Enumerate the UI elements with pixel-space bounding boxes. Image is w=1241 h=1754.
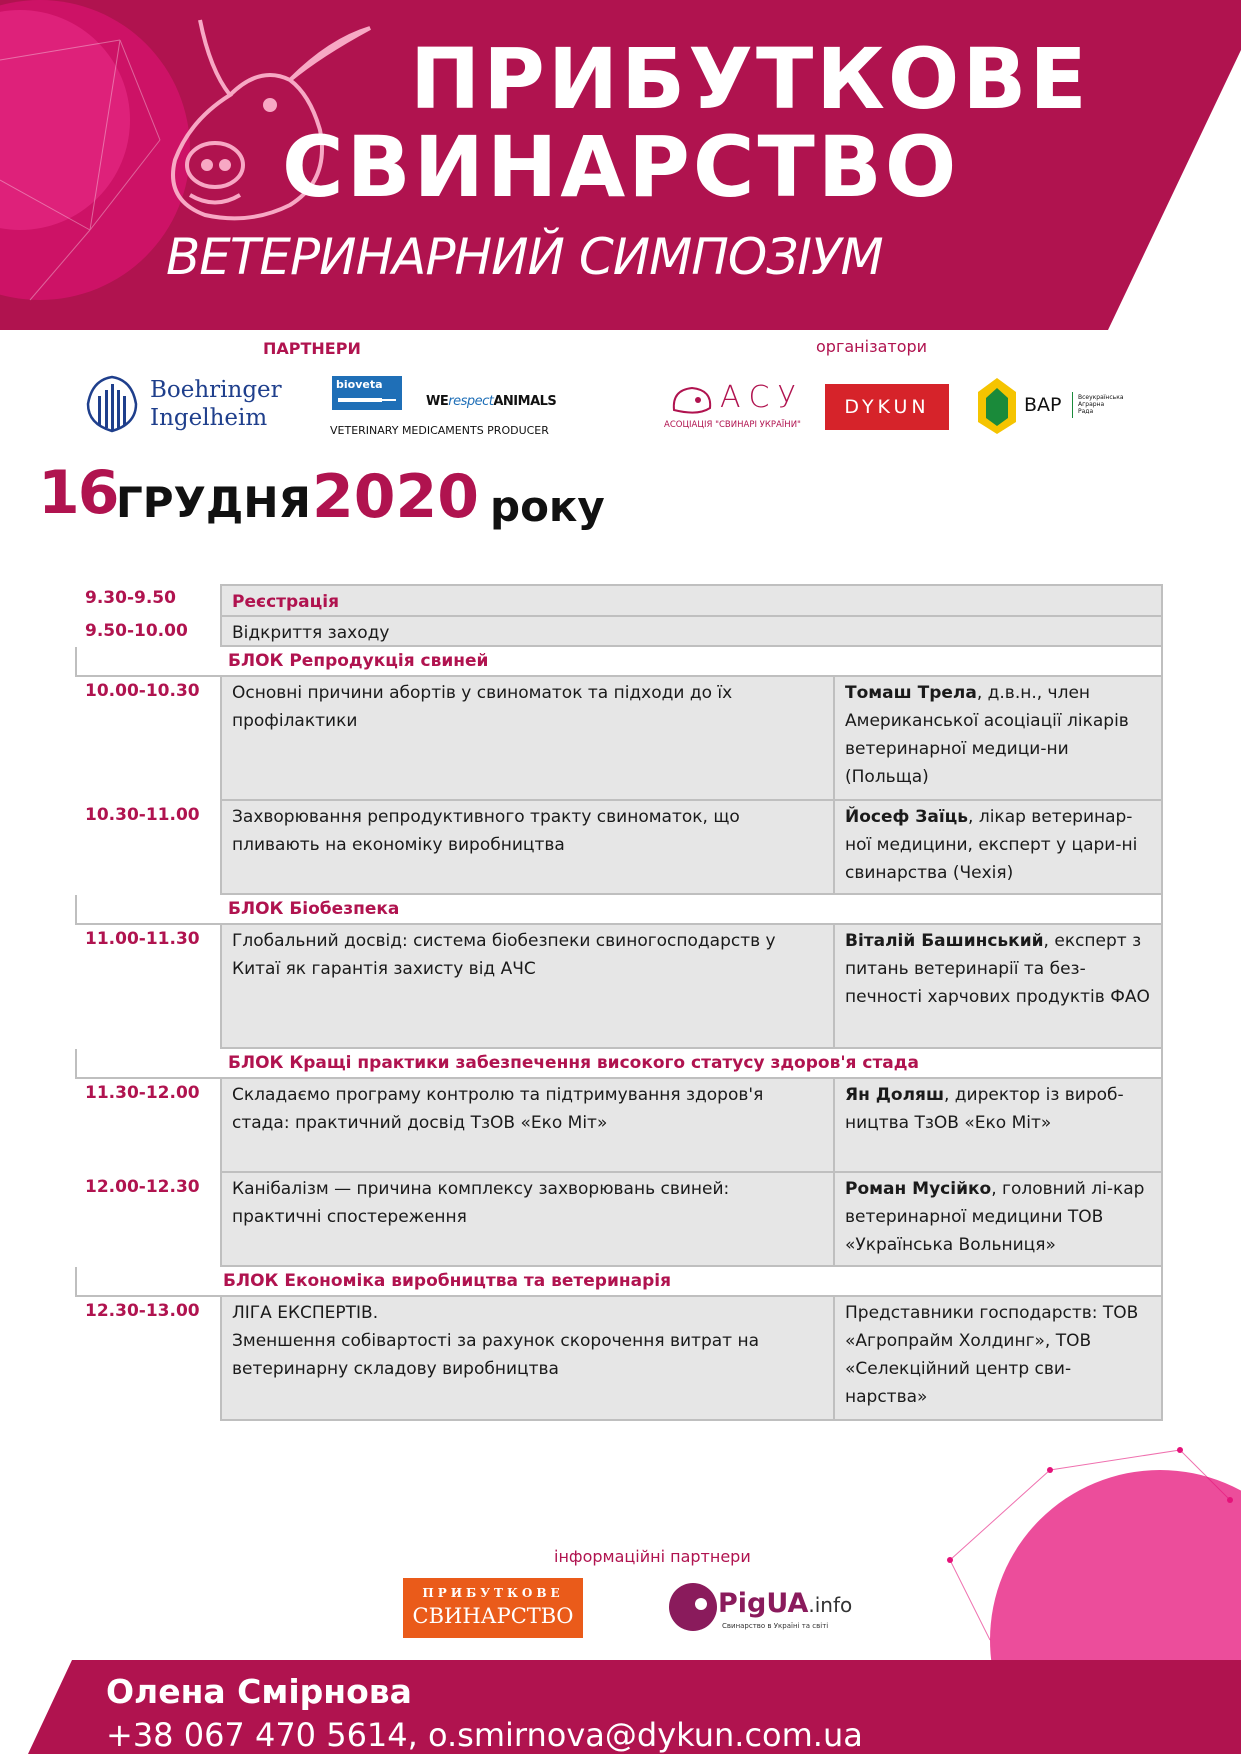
- contact-info: +38 067 470 5614, o.smirnova@dykun.com.ua: [106, 1716, 863, 1754]
- pributkove-logo: [403, 1578, 583, 1638]
- program-time: 10.00-10.30: [85, 681, 200, 701]
- date-year: 2020: [312, 462, 479, 532]
- asu-name: АСУ: [720, 380, 804, 415]
- program-block-title: БЛОК Біобезпека: [75, 895, 1163, 925]
- program-topic: Захворювання репродуктивного тракту свиноматок, що пливають на економіку виробництва: [220, 801, 835, 895]
- var-logo: [978, 376, 1124, 436]
- program-topic: Реєстрація: [220, 584, 1163, 617]
- bioveta-badge: [332, 376, 402, 410]
- program-block-row: [75, 1049, 1163, 1079]
- organizers-label: організатори: [816, 337, 928, 356]
- date-word: року: [490, 482, 605, 531]
- var-trident-icon: [978, 378, 1016, 434]
- program-time: 9.50-10.00: [85, 621, 188, 641]
- date-month: ГРУДНЯ: [116, 478, 311, 527]
- pributkove-logo-line2: СВИНАРСТВО: [412, 1604, 574, 1628]
- program-topic: ЛІГА ЕКСПЕРТІВ. Зменшення собівартості за рахунок скорочення витрат на ветеринарну складову виробництва: [220, 1297, 835, 1421]
- pributkove-logo-line1: ПРИБУТКОВЕ: [422, 1586, 564, 1600]
- program-time: 12.00-12.30: [85, 1177, 200, 1197]
- program-topic: Складаємо програму контролю та підтримування здоров'я стада: практичний досвід ТзОВ «Еко Міт»: [220, 1079, 835, 1173]
- program-block-row: [75, 1267, 1163, 1297]
- dykun-name: DYKUN: [844, 396, 930, 418]
- speaker-name: Роман Мусійко: [845, 1179, 992, 1199]
- program-speaker: [835, 1297, 1163, 1421]
- header-title-line1: ПРИБУТКОВЕ: [410, 30, 1090, 128]
- speaker-info: , експерт з питань ветеринарії та без-печності харчових продуктів ФАО: [845, 931, 1150, 1007]
- dykun-logo: [825, 384, 949, 430]
- header-subtitle: ВЕТЕРИНАРНИЙ СИМПОЗІУМ: [166, 228, 883, 286]
- program-time: 12.30-13.00: [85, 1301, 200, 1321]
- header-banner: [0, 0, 1241, 330]
- boehringer-icon: [84, 374, 140, 434]
- program-topic: Канібалізм — причина комплексу захворювань свиней: практичні спостереження: [220, 1173, 835, 1267]
- speaker-name: Віталій Башинський: [845, 931, 1044, 951]
- asu-pig-icon: [668, 380, 718, 420]
- program-row: [75, 1173, 1163, 1267]
- asu-caption: АСОЦІАЦІЯ "СВИНАРІ УКРАЇНИ": [664, 420, 801, 430]
- program-speaker: [835, 1079, 1163, 1173]
- program-time: 11.30-12.00: [85, 1083, 200, 1103]
- pigua-pig-icon: [668, 1582, 718, 1632]
- program-topic: Відкриття заходу: [220, 617, 1163, 647]
- program-row: [75, 1079, 1163, 1173]
- info-partners-label: інформаційні партнери: [554, 1547, 751, 1566]
- boehringer-logo: [84, 374, 294, 434]
- speaker-name: Йосеф Заїць: [845, 807, 969, 827]
- program-row: [75, 584, 1163, 617]
- program-topic: Основні причини абортів у свиноматок та підходи до їх профілактики: [220, 677, 835, 801]
- program-block-row: [75, 895, 1163, 925]
- partners-label: ПАРТНЕРИ: [263, 339, 361, 358]
- program-block-title: БЛОК Кращі практики забезпечення високого статусу здоров'я стада: [75, 1049, 1163, 1079]
- program-speaker: [835, 801, 1163, 895]
- bioveta-slogan: WErespectANIMALS: [426, 394, 557, 409]
- speaker-info: , лікар ветеринар-ної медицини, експерт у цари-ні свинарства (Чехія): [845, 807, 1138, 883]
- var-name: ВАР: [1024, 394, 1062, 416]
- program-time: 9.30-9.50: [85, 588, 176, 608]
- speaker-info: , д.в.н., член Американської асоціації лікарів ветеринарної медици-ни (Польща): [845, 683, 1129, 787]
- program-table: [75, 584, 1163, 1421]
- asu-logo: [664, 378, 804, 434]
- program-row: [75, 801, 1163, 895]
- contact-name: Олена Смірнова: [106, 1672, 412, 1711]
- pigua-logo: [668, 1580, 853, 1636]
- bioveta-logo: [330, 376, 557, 438]
- speaker-info: , директор із вироб-ництва ТзОВ «Еко Міт»: [845, 1085, 1124, 1133]
- program-block-title: БЛОК Економіка виробництва та ветеринарія: [75, 1267, 1163, 1297]
- program-block-row: [75, 647, 1163, 677]
- header-title-line2: СВИНАРСТВО: [282, 118, 960, 216]
- program-row: [75, 1297, 1163, 1421]
- program-row: [75, 925, 1163, 1049]
- pigua-caption: Свинарство в Україні та світі: [722, 1622, 829, 1630]
- boehringer-line2: Ingelheim: [150, 405, 268, 431]
- date-day: 16: [38, 458, 118, 528]
- program-speaker: [835, 1173, 1163, 1267]
- program-time: 10.30-11.00: [85, 805, 200, 825]
- boehringer-line1: Boehringer: [150, 377, 282, 403]
- var-caption: Всеукраїнська Аграрна Рада: [1078, 394, 1124, 415]
- program-topic: Глобальний досвід: система біобезпеки свиногосподарств у Китаї як гарантія захисту від АЧС: [220, 925, 835, 1049]
- bioveta-tagline: VETERINARY MEDICAMENTS PRODUCER: [330, 424, 549, 437]
- globe-decoration: [930, 1440, 1241, 1660]
- speaker-info: Представники господарств: ТОВ «Агропрайм Холдинг», ТОВ «Селекційний центр сви-нарства»: [845, 1303, 1139, 1407]
- syringe-icon: [338, 394, 398, 406]
- pigua-wordmark: PigUA.info: [718, 1588, 853, 1619]
- speaker-info: , головний лі-кар ветеринарної медицини ТОВ «Українська Вольниця»: [845, 1179, 1145, 1255]
- program-row: [75, 677, 1163, 801]
- bioveta-name: bioveta: [336, 378, 383, 391]
- speaker-name: Томаш Трела: [845, 683, 977, 703]
- speaker-name: Ян Доляш: [845, 1085, 944, 1105]
- program-speaker: [835, 925, 1163, 1049]
- program-row: [75, 617, 1163, 647]
- program-speaker: [835, 677, 1163, 801]
- program-time: 11.00-11.30: [85, 929, 200, 949]
- program-block-title: БЛОК Репродукція свиней: [75, 647, 1163, 677]
